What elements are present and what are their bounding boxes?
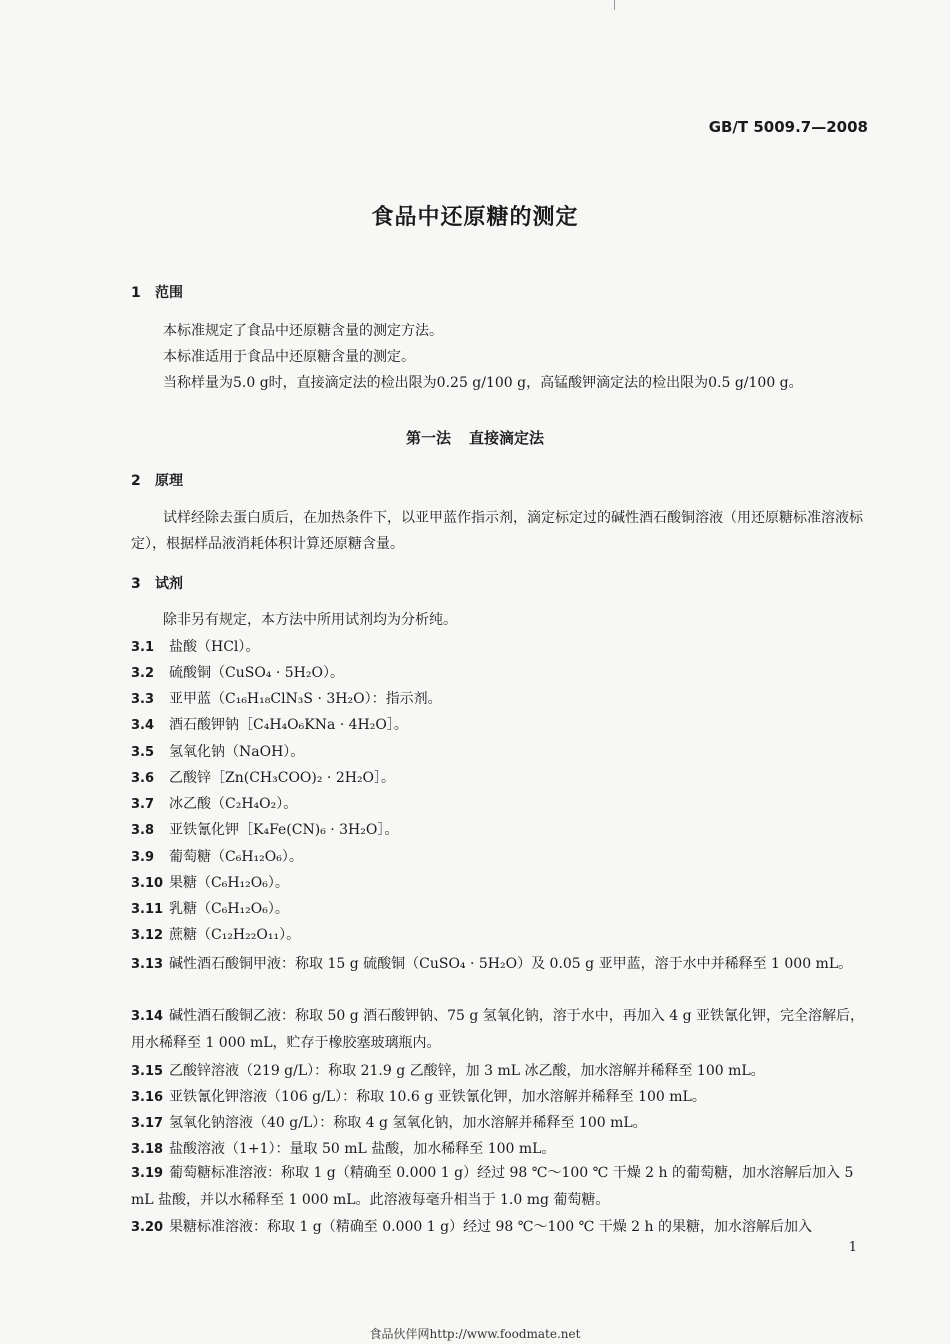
reagents-intro: 除非另有规定，本方法中所用试剂均为分析纯。 [163, 612, 457, 628]
method-label: 第一法 [405, 429, 451, 447]
section-heading-reagents [131, 573, 183, 593]
principle-paragraph: 试样经除去蛋白质后，在加热条件下，以亚甲蓝作指示剂，滴定标定过的碱性酒石酸铜溶液（用还原糖标准溶液标定），根据样品液消耗体积计算还原糖含量。 [131, 510, 863, 552]
section-number: 2 [131, 473, 141, 489]
section-title: 原理 [155, 473, 183, 489]
reagent-item: 3.13 碱性酒石酸铜甲液：称取 15 g 硫酸铜（CuSO₄ · 5H₂O）及 0.05 g 亚甲蓝，溶于水中并稀释至 1 000 mL。 [131, 956, 853, 972]
reagent-item: 3.11 乳糖（C₆H₁₂O₆）。 [131, 901, 289, 917]
reagent-item: 3.16 亚铁氰化钾溶液（106 g/L）：称取 10.6 g 亚铁氰化钾，加水溶解并稀释至 100 mL。 [131, 1089, 706, 1105]
section-number: 1 [131, 285, 141, 301]
reagent-item: 3.18 盐酸溶液（1+1）：量取 50 mL 盐酸，加水稀释至 100 mL。 [131, 1141, 556, 1157]
reagent-item: 3.2 硫酸铜（CuSO₄ · 5H₂O）。 [131, 665, 344, 681]
method-title [0, 427, 950, 448]
standard-code: GB/T 5009.7—2008 [708, 118, 868, 136]
scope-paragraph: 本标准适用于食品中还原糖含量的测定。 [163, 349, 415, 365]
reagent-item: 3.5 氢氧化钠（NaOH）。 [131, 744, 305, 760]
scope-paragraph: 当称样量为5.0 g时，直接滴定法的检出限为0.25 g/100 g，高锰酸钾滴定法的检出限为0.5 g/100 g。 [163, 375, 803, 391]
reagent-item: 3.6 乙酸锌［Zn(CH₃COO)₂ · 2H₂O］。 [131, 770, 396, 786]
scan-edge-mark [0, 0, 950, 10]
section-heading-scope [131, 282, 183, 302]
reagent-item: 3.20 果糖标准溶液：称取 1 g（精确至 0.000 1 g）经过 98 ℃～100 ℃ 干燥 2 h 的果糖，加水溶解后加入 [131, 1219, 813, 1235]
reagent-item: 3.10 果糖（C₆H₁₂O₆）。 [131, 875, 289, 891]
page-number: 1 [848, 1240, 857, 1255]
reagent-item: 3.1 盐酸（HCl）。 [131, 639, 260, 655]
footer-source: 食品伙伴网http://www.foodmate.net [369, 1327, 581, 1341]
reagent-item: 3.15 乙酸锌溶液（219 g/L）：称取 21.9 g 乙酸锌，加 3 mL 冰乙酸，加水溶解并稀释至 100 mL。 [131, 1063, 765, 1079]
section-title: 试剂 [155, 576, 183, 592]
reagent-item: 3.17 氢氧化钠溶液（40 g/L）：称取 4 g 氢氧化钠，加水溶解并稀释至 100 mL。 [131, 1115, 647, 1131]
section-heading-principle [131, 470, 183, 490]
reagent-item: 3.9 葡萄糖（C₆H₁₂O₆）。 [131, 849, 303, 865]
reagent-item: 3.19 葡萄糖标准溶液：称取 1 g（精确至 0.000 1 g）经过 98 ℃～100 ℃ 干燥 2 h 的葡萄糖，加水溶解后加入 5 mL 盐酸，并以水稀释至 1 000 mL。此溶液每毫升相当于 1.0 mg 葡萄糖。 [131, 1165, 854, 1208]
method-name: 直接滴定法 [469, 429, 545, 447]
scope-paragraph: 本标准规定了食品中还原糖含量的测定方法。 [163, 323, 443, 339]
section-title: 范围 [155, 285, 183, 301]
reagent-item: 3.4 酒石酸钾钠［C₄H₄O₆KNa · 4H₂O］。 [131, 717, 408, 733]
reagent-item: 3.3 亚甲蓝（C₁₆H₁₈ClN₃S · 3H₂O）：指示剂。 [131, 691, 442, 707]
reagent-item: 3.7 冰乙酸（C₂H₄O₂）。 [131, 796, 298, 812]
reagent-item: 3.14 碱性酒石酸铜乙液：称取 50 g 酒石酸钾钠、75 g 氢氧化钠，溶于水中，再加入 4 g 亚铁氰化钾，完全溶解后，用水稀释至 1 000 mL，贮存于橡胶塞玻璃瓶内。 [131, 1008, 865, 1051]
document-title: 食品中还原糖的测定 [371, 205, 579, 230]
section-number: 3 [131, 576, 141, 592]
reagent-item: 3.8 亚铁氰化钾［K₄Fe(CN)₆ · 3H₂O］。 [131, 822, 399, 838]
reagent-item: 3.12 蔗糖（C₁₂H₂₂O₁₁）。 [131, 927, 301, 943]
